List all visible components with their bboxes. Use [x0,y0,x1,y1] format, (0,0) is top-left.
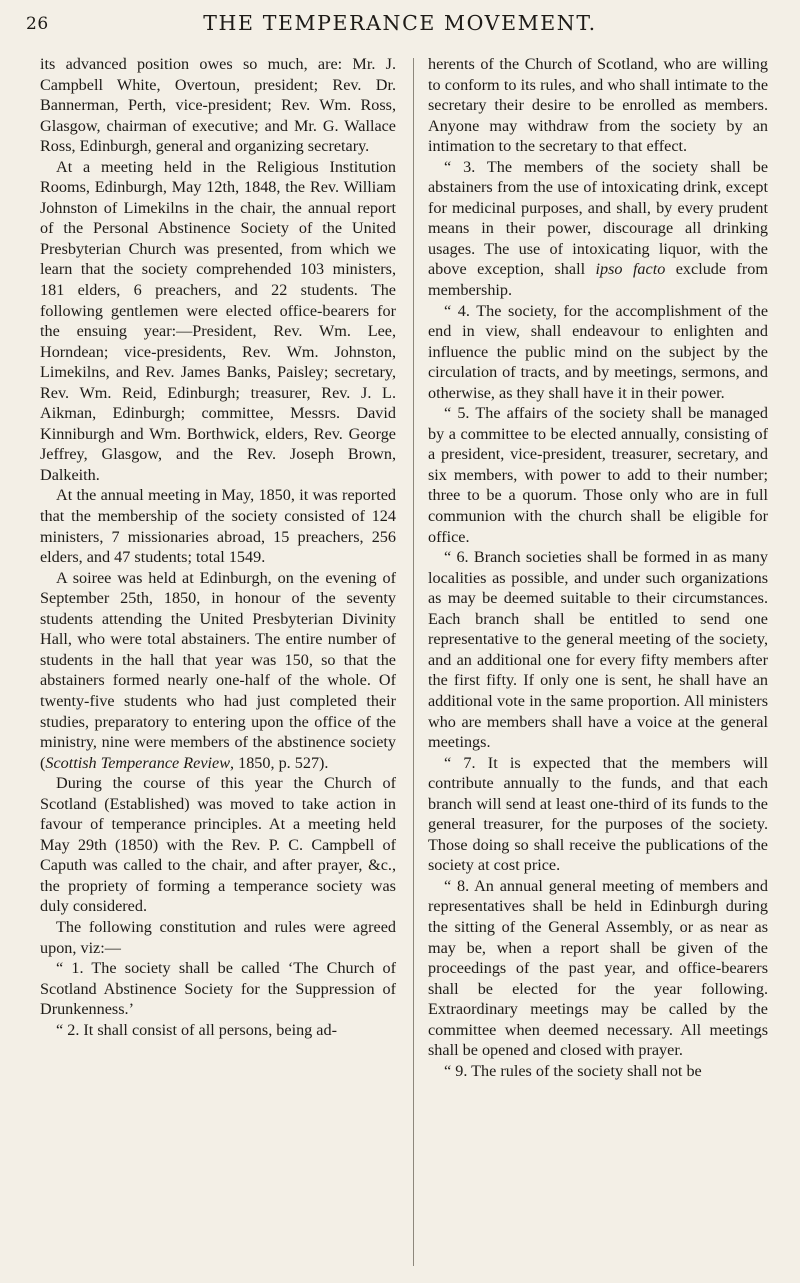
paragraph: “ 4. The society, for the accomplishment of the end in view, shall endeavour to enlighten and influence the public mind on the subject by the circulation of tracts, and by meetings, sermons, and otherwise, as they shall have it in their power. [428,301,768,402]
paragraph-tail: exclude from membership. [428,260,768,300]
paragraph: At the annual meeting in May, 1850, it was reported that the membership of the society consisted of 124 ministers, 7 missionaries abroad, 15 preachers, 256 elders, and 47 students; total 1549. [40,486,396,567]
paragraph: During the course of this year the Church of Scotland (Established) was moved to take action in favour of temperance principles. At a meeting held May 29th (1850) with the Rev. P. C. Campbell of Caputh was called to the chair, and after prayer, &c., the propriety of forming a temperance society was duly considered. [40,774,396,916]
paragraph: “ 2. It shall consist of all persons, being ad- [56,1020,337,1039]
paragraph: “ 6. Branch societies shall be formed in as many localities as possible, and under such organizations as may be deemed suitable to their circumstances. Each branch shall be entitled to send one representative to the general meeting of the society, and an additional one for every fifty members after the first fifty. If only one is sent, he shall have an additional vote in the same proportion. All ministers who are members shall have a voice at the general meetings. [428,548,768,752]
citation-tail: , 1850, p. 527). [230,753,329,772]
paragraph [428,157,768,301]
paragraph: “ 8. An annual general meeting of members and representatives shall be held in Edinburgh during the sitting of the General Assembly, or as near as may be, when a report shall be given of the proceedings of the past year, and office-bearers shall be elected for the year following. Extraordinary meetings may be called by the committee when deemed necessary. All meetings shall be opened and closed with prayer. [428,876,768,1060]
left-column [40,54,396,1040]
paragraph: At a meeting held in the Religious Institution Rooms, Edinburgh, May 12th, 1848, the Rev. William Johnston of Limekilns in the chair, the annual report of the Personal Abstinence Society of the United Presbyterian Church was presented, from which we learn that the society comprehended 103 ministers, 181 elders, 6 preachers, and 22 students. The following gentlemen were elected office-bearers for the ensuing year:—President, Rev. Wm. Lee, Horndean; vice-presidents, Rev. Wm. Johnston, Limekilns, and Rev. James Banks, Paisley; secretary, Rev. Wm. Reid, Edinburgh; treasurer, Rev. J. L. Aikman, Edinburgh; committee, Messrs. David Kinniburgh and Wm. Borthwick, elders, Rev. George Jeffrey, Glasgow, and the Rev. Joseph Brown, Dalkeith. [40,157,396,484]
running-head: THE TEMPERANCE MOVEMENT. [203,11,597,35]
citation-title: Scottish Temperance Review [45,753,231,772]
paragraph: “ 5. The affairs of the society shall be managed by a committee to be elected annually, consisting of a president, vice-president, treasurer, secretary, and six members, with power to add to their number; three to be a quorum. Those only who are in full communion with the church shall be eligible for office. [428,404,768,546]
paragraph-text: A soiree was held at Edinburgh, on the evening of September 25th, 1850, in honour of the seventy students attending the United Presbyterian Divinity Hall, who were total abstainers. The entire number of students in the hall that year was 150, so that the abstainers formed nearly one-half of the whole. Of twenty-five students who had just completed their studies, preparatory to entering upon the office of the ministry, nine were members of the abstinence society [40,568,396,752]
column-rule [413,58,414,1266]
paragraph [40,568,396,773]
paragraph-text: “ 3. The members of the society shall be abstainers from the use of intoxicating drink, except for medicinal purposes, and shall, by every prudent means in their power, discourage all drinking usages. The use of intoxicating liquor, with the above exception, shall [428,157,768,279]
paragraph: herents of the Church of Scotland, who are willing to conform to its rules, and who shall intimate to the secretary their desire to be enrolled as members. Anyone may withdraw from the society by an intimation to the secretary to that effect. [428,55,768,156]
paragraph: “ 1. The society shall be called ‘The Church of Scotland Abstinence Society for the Suppression of Drunkenness.’ [40,959,396,1019]
paragraph: The following constitution and rules were agreed upon, viz:— [40,917,396,957]
paragraph: “ 7. It is expected that the members will contribute annually to the funds, and that each branch will send at least one-third of its funds to the general treasurer, for the purposes of the society. Those doing so shall receive the publications of the society at cost price. [428,753,768,875]
ipso-facto: ipso facto [595,260,666,279]
right-column [428,54,768,1081]
paragraph: “ 9. The rules of the society shall not be [444,1061,702,1080]
paragraph: its advanced position owes so much, are: Mr. J. Campbell White, Overtoun, president; Rev. Dr. Bannerman, Perth, vice-president; Rev. Wm. Ross, Glasgow, chairman of executive; and Mr. G. Wallace Ross, Edinburgh, general and organizing secretary. [40,55,396,156]
page-number: 26 [26,14,49,34]
citation-open: ( [40,753,46,772]
